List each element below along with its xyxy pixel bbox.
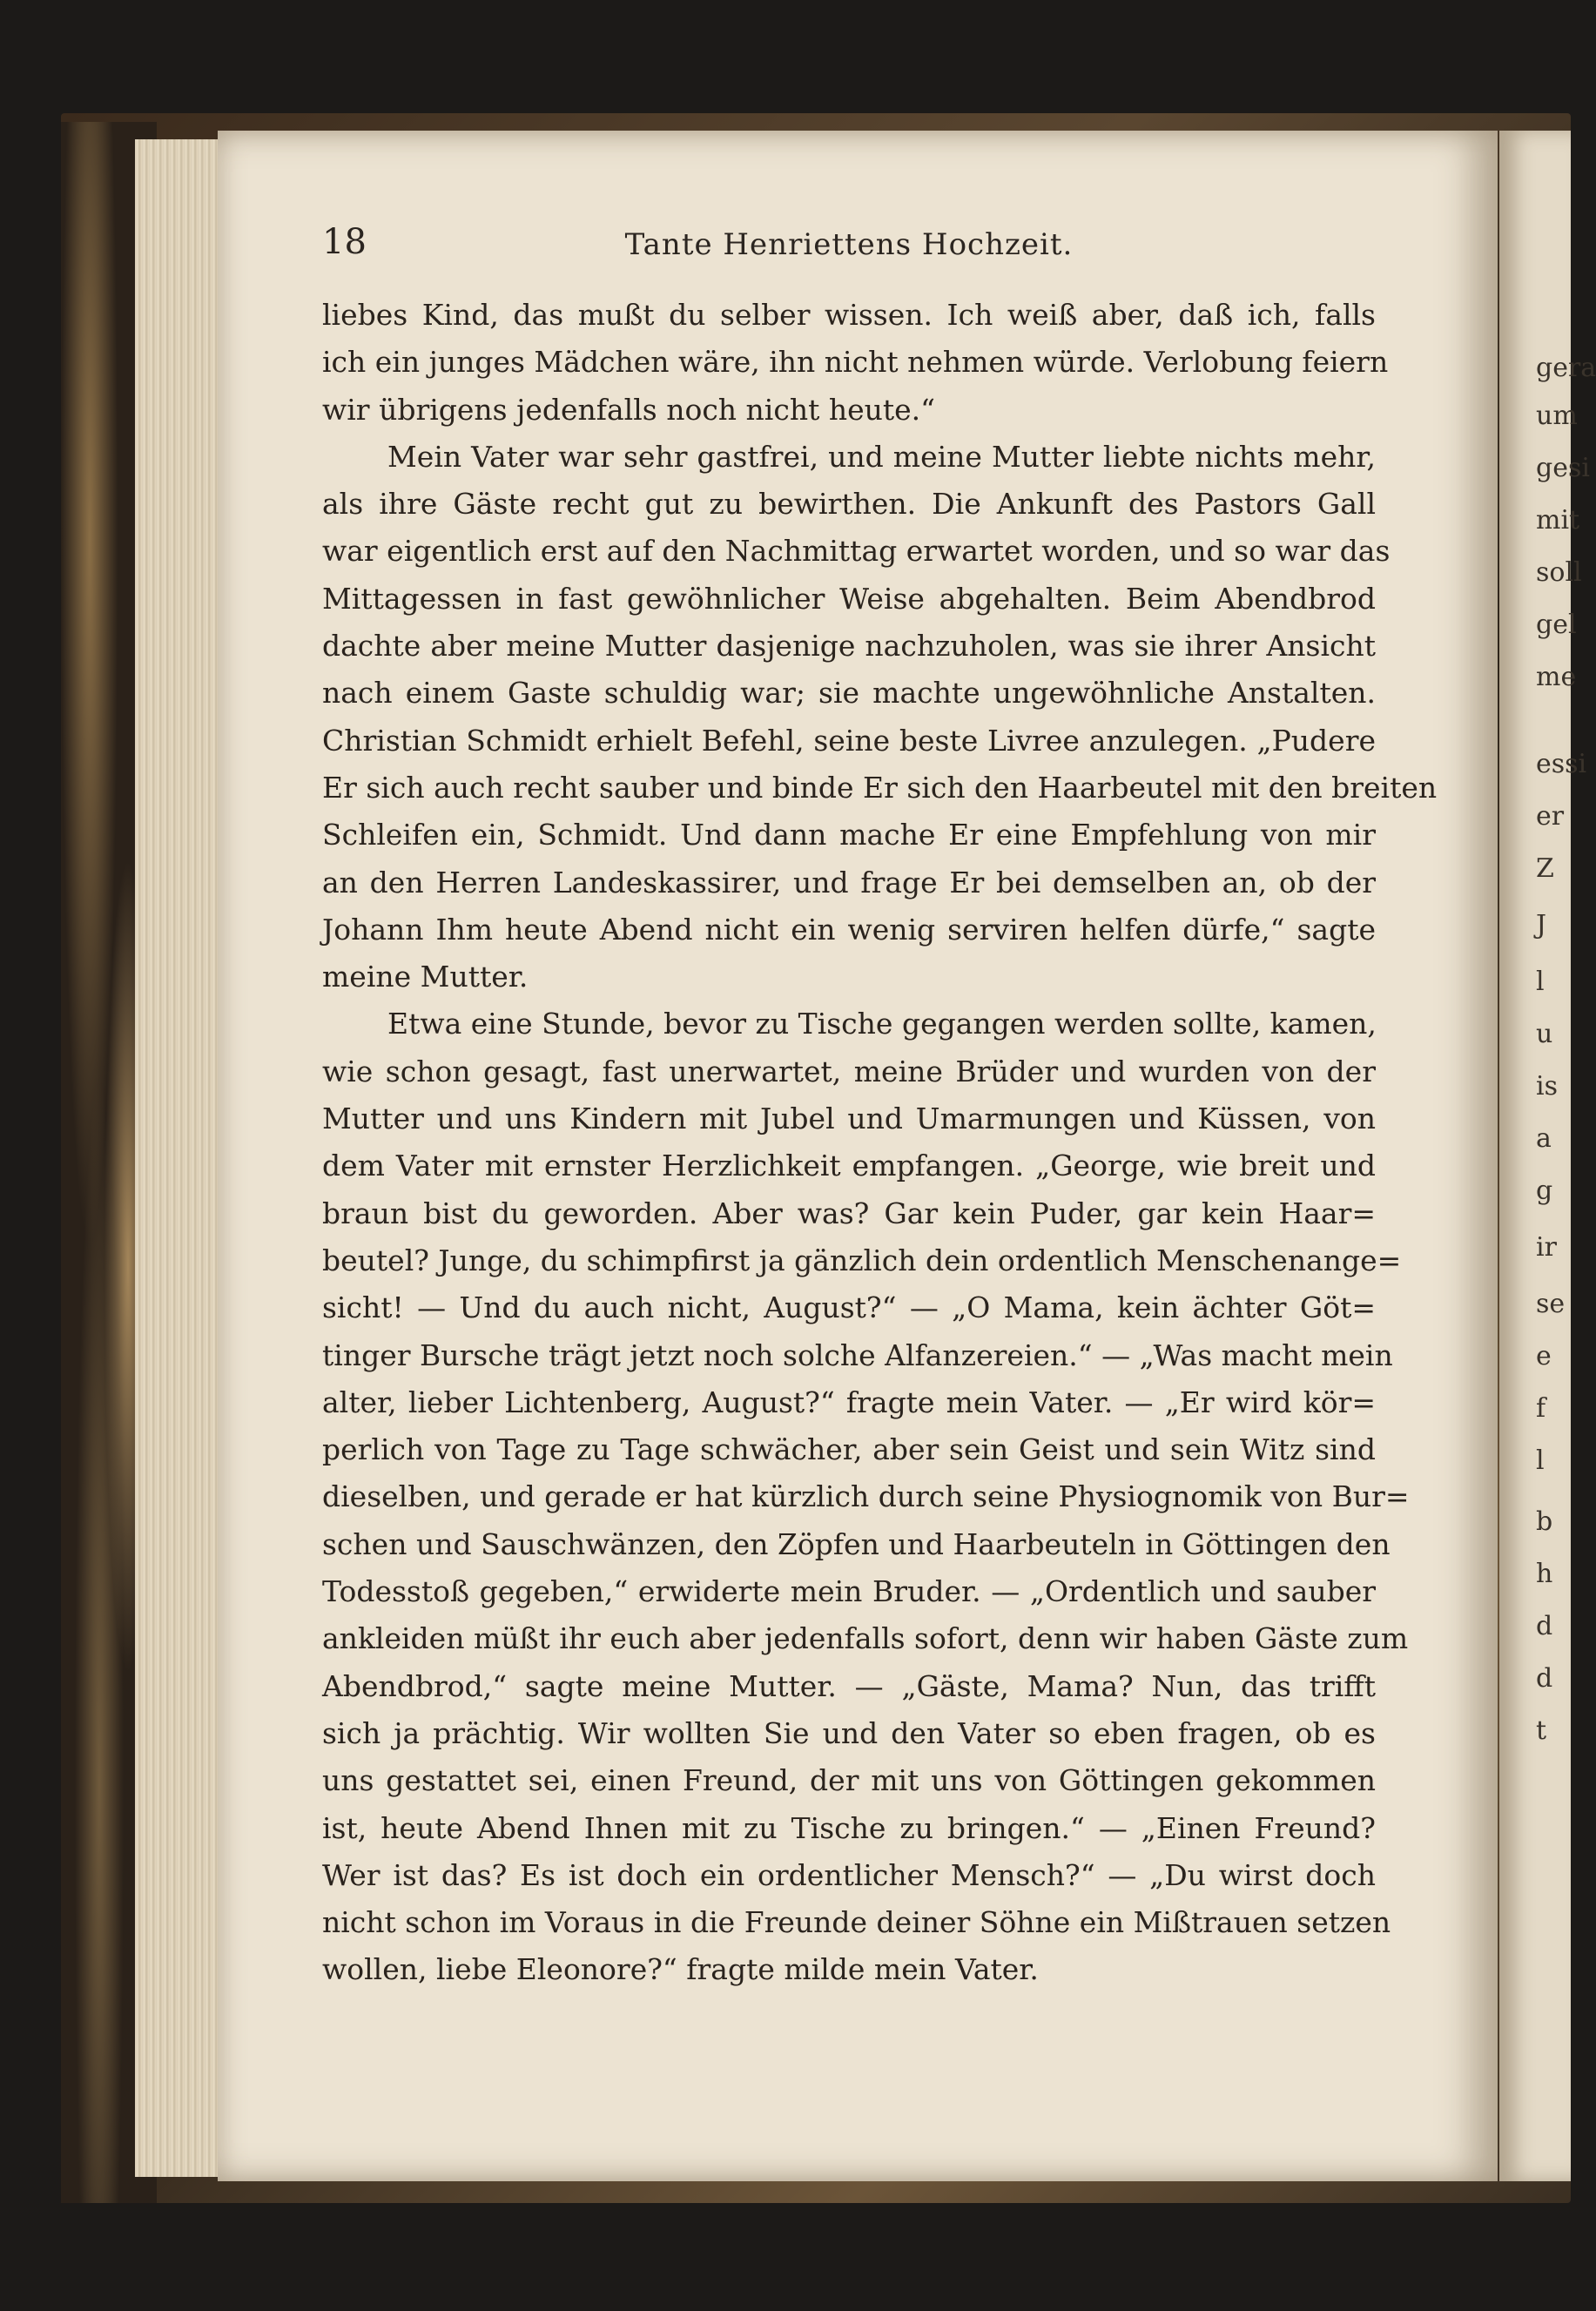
facing-page-fragment: mit <box>1536 505 1580 536</box>
text-line: liebes Kind, das mußt du selber wissen. Ich weiß aber, daß ich, falls <box>322 298 1376 332</box>
facing-page-fragment: g <box>1536 1176 1553 1206</box>
text-line: wie schon gesagt, fast unerwartet, meine Brüder und wurden von der <box>322 1054 1376 1088</box>
facing-page-fragment: b <box>1536 1506 1553 1537</box>
text-line: sich ja prächtig. Wir wollten Sie und den Vater so eben fragen, ob es <box>322 1715 1376 1750</box>
facing-page-fragment: a <box>1536 1123 1552 1154</box>
facing-page-fragment: gel <box>1536 610 1577 640</box>
facing-page-fragment: J <box>1536 910 1547 940</box>
text-line: dachte aber meine Mutter dasjenige nachzuholen, was sie ihrer Ansicht <box>322 629 1376 664</box>
text-line: nach einem Gaste schuldig war; sie machte ungewöhnliche Anstalten. <box>322 676 1376 711</box>
facing-page-fragment: l <box>1536 967 1545 997</box>
facing-page-fragment: d <box>1536 1663 1553 1694</box>
text-line: Er sich auch recht sauber und binde Er sich den Haarbeutel mit den breiten <box>322 770 1438 805</box>
book-page <box>218 131 1498 2181</box>
facing-page-fragment: t <box>1536 1715 1547 1746</box>
text-line: schen und Sauschwänzen, den Zöpfen und Haarbeuteln in Göttingen den <box>322 1526 1391 1561</box>
text-line: Mittagessen in fast gewöhnlicher Weise abgehalten. Beim Abendbrod <box>322 581 1376 616</box>
text-line: an den Herren Landeskassirer, und frage Er bei demselben an, ob der <box>322 865 1376 899</box>
facing-page <box>1499 131 1596 2181</box>
text-line: Schleifen ein, Schmidt. Und dann mache Er eine Empfehlung von mir <box>322 818 1376 852</box>
text-line: tinger Bursche trägt jetzt noch solche Alfanzereien.“ — „Was macht mein <box>322 1337 1393 1372</box>
text-line: war eigentlich erst auf den Nachmittag erwartet worden, und so war das <box>322 534 1391 569</box>
facing-page-fragment: er <box>1536 801 1565 832</box>
facing-page-fragment: Z <box>1536 853 1554 884</box>
facing-page-fragment: u <box>1536 1019 1553 1049</box>
facing-page-fragment: soll <box>1536 557 1582 588</box>
text-line: braun bist du geworden. Aber was? Gar kein Puder, gar kein Haar= <box>322 1196 1376 1230</box>
text-line: alter, lieber Lichtenberg, August?“ fragte mein Vater. — „Er wird kör= <box>322 1385 1376 1419</box>
facing-page-fragment: gesi <box>1536 453 1590 483</box>
text-line: dieselben, und gerade er hat kürzlich durch seine Physiognomik von Bur= <box>322 1479 1410 1514</box>
text-line: dem Vater mit ernster Herzlichkeit empfangen. „George, wie breit und <box>322 1149 1376 1183</box>
text-line: perlich von Tage zu Tage schwächer, aber sein Geist und sein Witz sind <box>322 1432 1376 1467</box>
facing-page-fragment: d <box>1536 1611 1553 1641</box>
text-line: Johann Ihm heute Abend nicht ein wenig serviren helfen dürfe,“ sagte <box>322 912 1376 947</box>
text-line: als ihre Gäste recht gut zu bewirthen. Die Ankunft des Pastors Gall <box>322 487 1376 522</box>
facing-page-fragment: essi <box>1536 749 1587 779</box>
facing-page-fragment: um <box>1536 401 1578 431</box>
text-line: beutel? Junge, du schimpfirst ja gänzlich dein ordentlich Menschenange= <box>322 1243 1402 1277</box>
text-line: ich ein junges Mädchen wäre, ihn nicht nehmen würde. Verlobung feiern <box>322 345 1389 380</box>
text-line: Wer ist das? Es ist doch ein ordentlicher Mensch?“ — „Du wirst doch <box>322 1857 1376 1892</box>
facing-page-fragment: me <box>1536 662 1577 692</box>
text-line: wir übrigens jedenfalls noch nicht heute.“ <box>322 392 936 427</box>
text-line: Etwa eine Stunde, bevor zu Tische gegangen werden sollte, kamen, <box>387 1007 1377 1041</box>
facing-page-fragment: ir <box>1536 1232 1557 1263</box>
text-line: Christian Schmidt erhielt Befehl, seine beste Livree anzulegen. „Pudere <box>322 723 1376 758</box>
facing-page-fragment: f <box>1536 1393 1546 1424</box>
text-line: wollen, liebe Eleonore?“ fragte milde mein Vater. <box>322 1952 1039 1987</box>
facing-page-fragment: h <box>1536 1559 1553 1589</box>
text-line: Mein Vater war sehr gastfrei, und meine Mutter liebte nichts mehr, <box>387 439 1376 474</box>
facing-page-fragment: gera <box>1536 353 1596 383</box>
text-line: sicht! — Und du auch nicht, August?“ — „O Mama, kein ächter Göt= <box>322 1290 1376 1325</box>
text-line: Mutter und uns Kindern mit Jubel und Umarmungen und Küssen, von <box>322 1102 1376 1136</box>
text-line: ist, heute Abend Ihnen mit zu Tische zu bringen.“ — „Einen Freund? <box>322 1810 1376 1845</box>
text-line: uns gestattet sei, einen Freund, der mit uns von Göttingen gekommen <box>322 1763 1376 1798</box>
body-text <box>322 292 1438 1994</box>
facing-page-fragment: l <box>1536 1445 1545 1476</box>
facing-page-fragment: e <box>1536 1341 1552 1371</box>
text-line: nicht schon im Voraus in die Freunde deiner Söhne ein Mißtrauen setzen <box>322 1905 1391 1940</box>
text-line: Todesstoß gegeben,“ erwiderte mein Bruder. — „Ordentlich und sauber <box>322 1574 1376 1609</box>
facing-page-fragment: se <box>1536 1289 1566 1319</box>
page-edges <box>135 139 231 2177</box>
running-title: Tante Henriettens Hochzeit. <box>624 227 1074 262</box>
text-line: Abendbrod,“ sagte meine Mutter. — „Gäste, Mama? Nun, das trifft <box>322 1668 1376 1703</box>
text-line: ankleiden müßt ihr euch aber jedenfalls sofort, denn wir haben Gäste zum <box>322 1621 1409 1656</box>
text-line: meine Mutter. <box>322 960 529 994</box>
page-number: 18 <box>322 222 367 262</box>
page-header <box>322 222 1376 274</box>
facing-page-fragment: is <box>1536 1071 1558 1102</box>
